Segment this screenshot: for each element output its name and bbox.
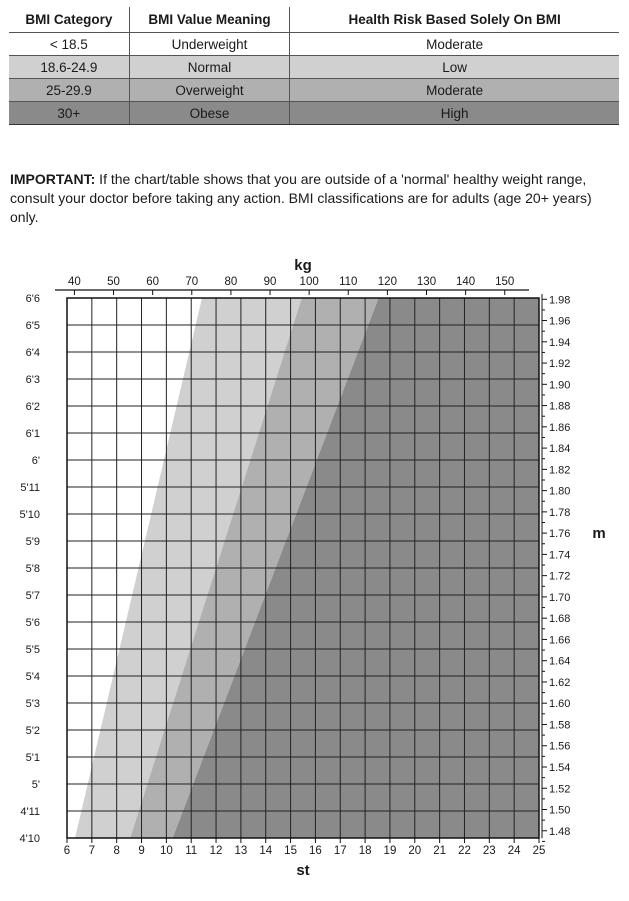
table-cell: High <box>290 102 619 125</box>
bmi-category-table <box>9 7 619 125</box>
st-tick-label: 17 <box>333 845 347 857</box>
table-cell: 25-29.9 <box>9 79 129 102</box>
m-tick-label: 1.64 <box>549 655 571 668</box>
ft-tick-label: 5'9 <box>25 536 40 548</box>
m-tick-label: 1.72 <box>549 570 571 583</box>
m-tick-label: 1.68 <box>549 613 571 626</box>
m-tick-label: 1.94 <box>549 336 571 349</box>
st-tick-label: 10 <box>159 845 173 857</box>
column-header: Health Risk Based Solely On BMI <box>290 7 619 33</box>
ft-tick-label: 5'8 <box>25 563 40 575</box>
bmi-chart <box>0 250 629 901</box>
kg-tick-label: 150 <box>495 276 515 288</box>
m-tick-label: 1.52 <box>549 783 571 796</box>
kg-tick-label: 50 <box>107 276 120 288</box>
ft-tick-label: 5'6 <box>25 617 40 629</box>
st-tick-label: 13 <box>234 845 248 857</box>
kg-tick-label: 130 <box>416 276 437 288</box>
table-cell: Low <box>290 56 619 79</box>
important-notice <box>10 170 622 227</box>
st-tick-label: 21 <box>433 845 447 857</box>
m-tick-label: 1.80 <box>549 485 571 498</box>
st-tick-label: 24 <box>507 845 521 857</box>
table-cell: Underweight <box>129 33 290 56</box>
m-tick-label: 1.48 <box>549 825 571 838</box>
ft-tick-label: 6'1 <box>25 428 40 440</box>
table-row <box>9 56 619 79</box>
m-tick-label: 1.50 <box>549 804 571 817</box>
m-tick-label: 1.70 <box>549 591 571 604</box>
st-tick-label: 8 <box>113 845 120 857</box>
kg-tick-label: 80 <box>224 276 238 288</box>
m-axis-label: m <box>592 525 606 543</box>
m-tick-label: 1.92 <box>549 358 571 371</box>
ft-tick-label: 5'11 <box>20 482 40 494</box>
m-tick-label: 1.60 <box>549 698 571 711</box>
st-tick-label: 25 <box>532 845 546 857</box>
st-tick-label: 16 <box>309 845 322 857</box>
column-header: BMI Value Meaning <box>129 7 290 33</box>
st-tick-label: 22 <box>458 845 471 857</box>
kg-axis-label: kg <box>294 257 312 274</box>
kg-tick-label: 70 <box>185 276 199 288</box>
ft-tick-label: 6' <box>31 455 40 467</box>
m-tick-label: 1.76 <box>549 528 571 541</box>
m-tick-label: 1.96 <box>549 315 571 328</box>
ft-tick-label: 5'7 <box>25 590 40 602</box>
m-tick-label: 1.98 <box>549 294 571 307</box>
st-tick-label: 12 <box>209 845 223 857</box>
st-tick-label: 18 <box>358 845 372 857</box>
ft-tick-label: 6'4 <box>25 347 40 359</box>
m-tick-label: 1.62 <box>549 676 571 689</box>
ft-tick-label: 6'3 <box>25 374 40 386</box>
notice-text: If the chart/table shows that you are outside of a 'normal' healthy weight range, consult your doctor before taking any action. BMI classifications are for adults (age 20+ years) only. <box>10 171 592 225</box>
st-tick-label: 6 <box>63 845 71 857</box>
st-tick-label: 11 <box>185 845 198 857</box>
table-cell: Moderate <box>290 79 619 102</box>
ft-tick-label: 6'6 <box>25 293 40 305</box>
st-tick-label: 23 <box>482 845 496 857</box>
ft-tick-label: 5'2 <box>25 725 40 737</box>
ft-tick-label: 4'10 <box>19 833 40 845</box>
table-header-row <box>9 7 619 33</box>
st-tick-label: 20 <box>408 845 422 857</box>
table-cell: Normal <box>129 56 290 79</box>
ft-tick-label: 4'11 <box>20 806 40 818</box>
m-tick-label: 1.78 <box>549 506 571 519</box>
kg-tick-label: 140 <box>456 276 476 288</box>
st-tick-label: 19 <box>383 845 397 857</box>
ft-tick-label: 5'3 <box>25 698 40 710</box>
ft-tick-label: 6'5 <box>25 320 40 332</box>
notice-lead: IMPORTANT: <box>10 171 96 187</box>
table-row <box>9 79 619 102</box>
m-tick-label: 1.84 <box>549 443 571 456</box>
table-row <box>9 102 619 125</box>
ft-tick-label: 5'5 <box>25 644 40 656</box>
m-tick-label: 1.90 <box>549 379 571 392</box>
table-row <box>9 33 619 56</box>
m-tick-label: 1.82 <box>549 464 571 477</box>
m-tick-label: 1.88 <box>549 400 571 413</box>
kg-tick-label: 110 <box>339 276 358 288</box>
table-cell: Moderate <box>290 33 619 56</box>
ft-tick-label: 5'1 <box>25 752 40 764</box>
kg-tick-label: 100 <box>299 276 319 288</box>
ft-tick-label: 5'10 <box>19 509 40 521</box>
kg-tick-label: 40 <box>68 276 81 288</box>
ft-tick-label: 5'4 <box>25 671 40 683</box>
m-tick-label: 1.58 <box>549 719 571 732</box>
table-cell: Obese <box>129 102 290 125</box>
kg-tick-label: 90 <box>263 276 277 288</box>
kg-tick-label: 60 <box>146 276 160 288</box>
m-tick-label: 1.56 <box>549 740 571 753</box>
st-tick-label: 15 <box>284 845 297 857</box>
m-tick-label: 1.54 <box>549 761 571 774</box>
m-tick-label: 1.66 <box>549 634 571 647</box>
kg-tick-label: 120 <box>377 276 397 288</box>
m-tick-label: 1.86 <box>549 421 571 434</box>
table-cell: < 18.5 <box>9 33 129 56</box>
st-tick-label: 14 <box>259 845 273 857</box>
table-cell: 18.6-24.9 <box>9 56 129 79</box>
ft-tick-label: 5' <box>31 779 40 791</box>
m-tick-label: 1.74 <box>549 549 571 562</box>
st-tick-label: 9 <box>138 845 145 857</box>
st-axis-label: st <box>296 862 310 879</box>
ft-tick-label: 6'2 <box>25 401 40 413</box>
column-header: BMI Category <box>25 12 113 27</box>
st-tick-label: 7 <box>88 845 96 857</box>
table-cell: 30+ <box>9 102 129 125</box>
table-cell: Overweight <box>129 79 290 102</box>
